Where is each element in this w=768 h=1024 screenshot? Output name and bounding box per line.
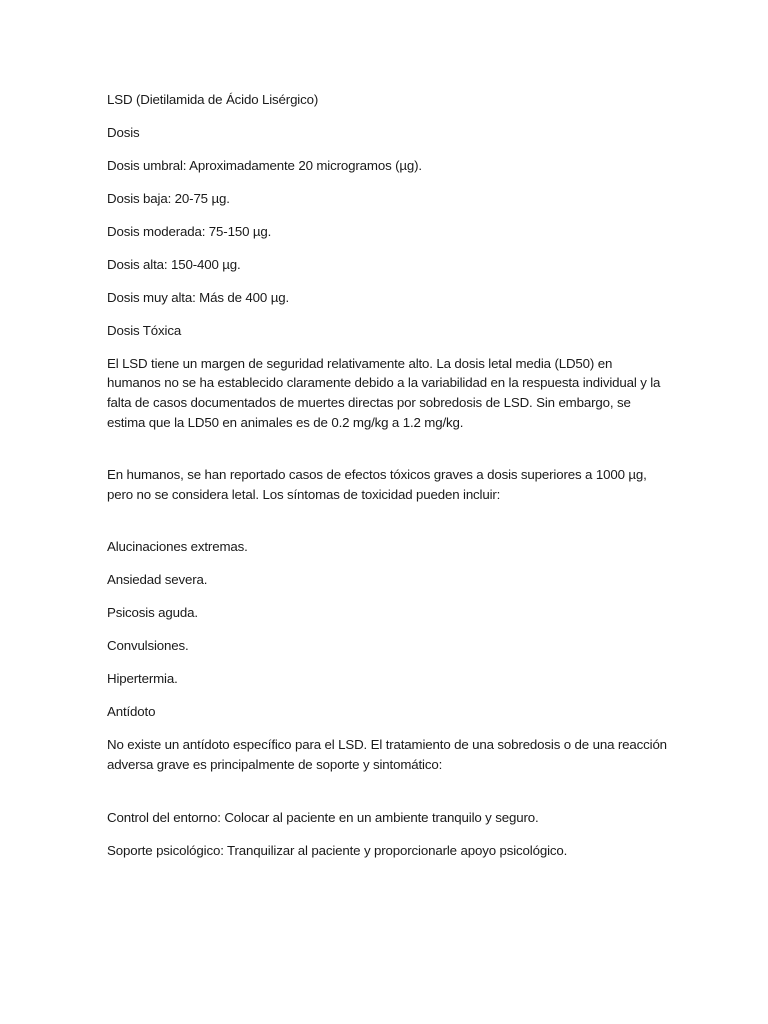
treatment-item: Control del entorno: Colocar al paciente en un ambiente tranquilo y seguro.	[107, 809, 539, 825]
symptom-item: Hipertermia.	[107, 671, 178, 687]
section-heading-dosis-toxica: Dosis Tóxica	[107, 322, 182, 338]
symptom-item: Convulsiones.	[107, 638, 189, 654]
paragraph-ld50: El LSD tiene un margen de seguridad relativamente alto. La dosis letal media (LD50) en humanos no se ha establecido claramente debido a la variabilidad en la respuesta individual y la falta de casos documentados de muertes directas por sobredosis de LSD. Sin embargo, se estima que la LD50 en animales es de 0.2 mg/kg a 1.2 mg/kg.	[107, 355, 661, 430]
paragraph-humanos: En humanos, se han reportado casos de efectos tóxicos graves a dosis superiores a 1000 µg, pero no se considera letal. Los síntomas de toxicidad pueden incluir:	[107, 467, 647, 502]
symptom-item: Alucinaciones extremas.	[107, 539, 248, 555]
dose-line-umbral: Dosis umbral: Aproximadamente 20 microgramos (µg).	[107, 157, 422, 173]
dose-line-muy-alta: Dosis muy alta: Más de 400 µg.	[107, 289, 290, 305]
dose-line-alta: Dosis alta: 150-400 µg.	[107, 256, 241, 272]
section-heading-dosis: Dosis	[107, 124, 140, 140]
symptom-item: Ansiedad severa.	[107, 572, 208, 588]
treatment-item: Soporte psicológico: Tranquilizar al paciente y proporcionarle apoyo psicológico.	[107, 842, 568, 858]
section-heading-antidoto: Antídoto	[107, 704, 156, 720]
symptom-item: Psicosis aguda.	[107, 605, 198, 621]
dose-line-moderada: Dosis moderada: 75-150 µg.	[107, 223, 272, 239]
document-page	[107, 90, 667, 874]
dose-line-baja: Dosis baja: 20-75 µg.	[107, 190, 230, 206]
document-title: LSD (Dietilamida de Ácido Lisérgico)	[107, 92, 319, 107]
paragraph-antidoto: No existe un antídoto específico para el LSD. El tratamiento de una sobredosis o de una reacción adversa grave es principalmente de soporte y sintomático:	[107, 737, 667, 772]
